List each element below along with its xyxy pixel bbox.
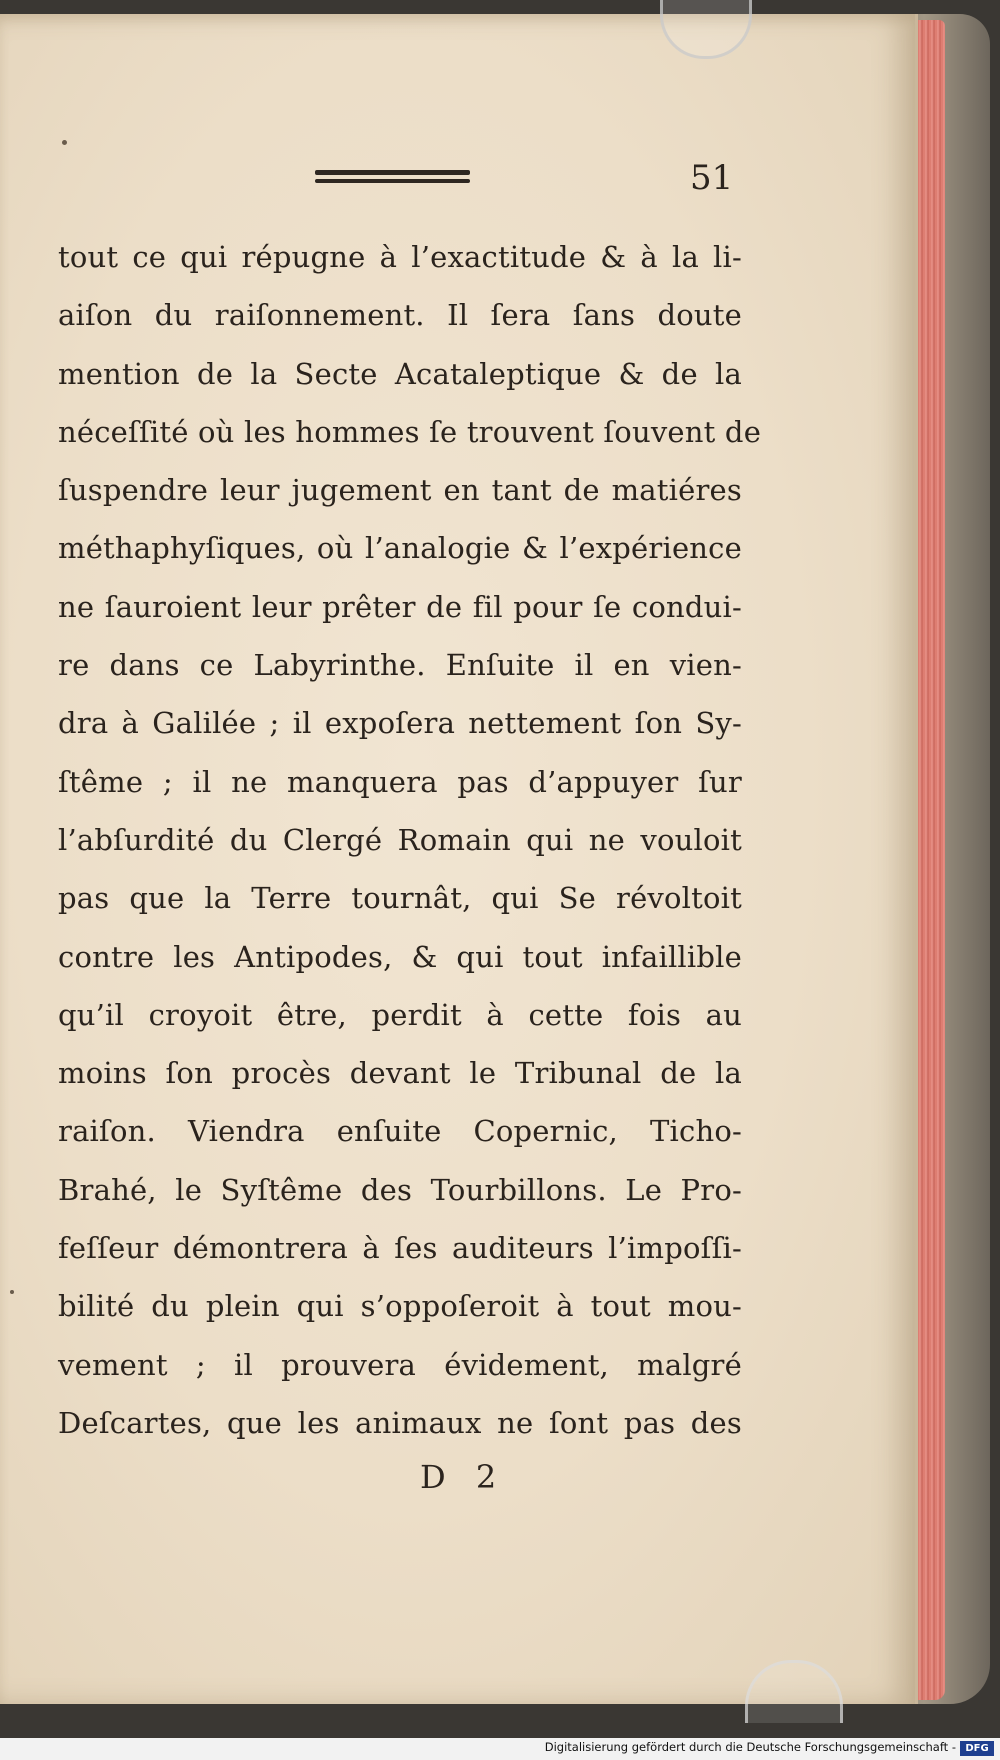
text-line: mention de la Secte Acataleptique & de la [58, 356, 742, 391]
text-line: pas que la Terre tournât, qui Se révoltoit [58, 881, 742, 916]
text-line: feſſeur démontrera à ſes auditeurs l’impoſſi- [58, 1231, 742, 1266]
text-line: moins ſon procès devant le Tribunal de la [58, 1056, 742, 1091]
text-line: re dans ce Labyrinthe. Enſuite il en vien- [58, 648, 742, 683]
text-line: Brahé, le Syſtême des Tourbillons. Le Pro- [58, 1172, 742, 1207]
text-line: néceſſité où les hommes ſe trouvent ſouvent de [58, 414, 762, 449]
text-line: Deſcartes, que les animaux ne ſont pas des [58, 1405, 742, 1440]
ornament-line [315, 170, 470, 175]
text-line: tout ce qui répugne à l’exactitude & à la li- [58, 240, 742, 274]
text-line: raiſon. Viendra enſuite Copernic, Ticho- [58, 1114, 742, 1149]
body-text [58, 228, 762, 1452]
text-line: ſuspendre leur jugement en tant de matiéres [58, 473, 742, 508]
paper-speck [62, 140, 67, 145]
text-line: méthaphyſiques, où l’analogie & l’expérience [58, 531, 742, 566]
text-line: l’abſurdité du Clergé Romain qui ne vouloit [58, 822, 742, 857]
paper-speck [10, 1290, 14, 1294]
text-line: bilité du plein qui s’oppoſeroit à tout mou- [58, 1289, 742, 1324]
text-line: aiſon du raiſonnement. Il ſera ſans doute [58, 298, 742, 333]
text-line: qu’il croyoit être, perdit à cette fois au [58, 997, 742, 1032]
funding-credit: Digitalisierung gefördert durch die Deutsche Forschungsgemeinschaft - [544, 1740, 956, 1754]
dfg-logo-icon: DFG [960, 1741, 994, 1756]
text-line: ſtême ; il ne manquera pas d’appuyer ſur [58, 764, 742, 799]
ornament-line [315, 179, 470, 183]
text-line: dra à Galilée ; il expoſera nettement ſon Sy- [58, 706, 742, 741]
text-line: vement ; il prouvera évidement, malgré [58, 1347, 742, 1382]
page-number: 51 [690, 158, 734, 198]
signature-mark: D 2 [420, 1458, 507, 1496]
text-line: ne ſauroient leur prêter de fil pour ſe condui- [58, 589, 742, 624]
text-line: contre les Antipodes, & qui tout infaillible [58, 939, 742, 974]
header-ornament-rule [315, 170, 470, 186]
digitization-footer [0, 1738, 1000, 1760]
